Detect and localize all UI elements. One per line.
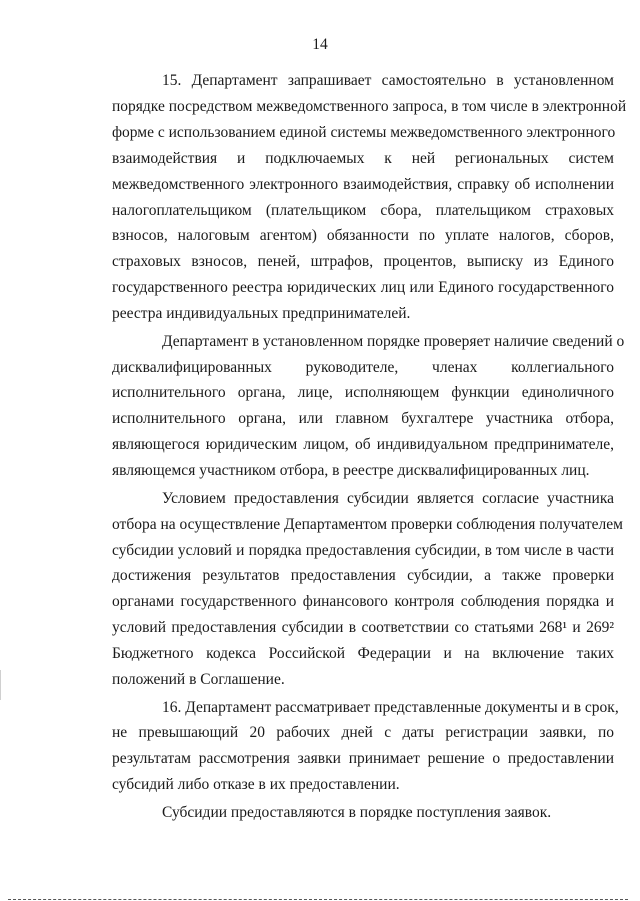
text-line: Департамент в установленном порядке проверяет наличие сведений о: [162, 332, 625, 350]
text-line: форме с использованием единой системы межведомственного электронного: [112, 123, 616, 141]
text-line: порядке посредством межведомственного запроса, в том числе в электронной: [112, 97, 627, 115]
paragraph-disqualified-check: [112, 329, 625, 484]
text-line: взносов, налоговым агентом) обязанности по уплате налогов, сборов,: [112, 227, 614, 245]
text-line: взаимодействия и подключаемых к ней региональных систем: [112, 149, 614, 167]
text-line: положений в Соглашение.: [112, 671, 285, 689]
text-line: 16. Департамент рассматривает представленные документы и в срок,: [162, 698, 619, 716]
text-line: субсидий либо отказе в их предоставлении.: [112, 776, 400, 794]
text-line: субсидии условий и порядка предоставления субсидии, в том числе в части: [112, 541, 614, 559]
text-line: результатам рассмотрения заявки принимает решение о предоставлении: [112, 750, 614, 768]
text-line: являющегося юридическим лицом, об индивидуальном предпринимателе,: [112, 436, 614, 454]
text-line: органами государственного финансового контроля соблюдения порядка и: [112, 593, 614, 611]
text-line: отбора на осуществление Департаментом проверки соблюдения получателем: [112, 515, 623, 533]
text-line: исполнительного органа, или главном бухгалтере участника отбора,: [112, 410, 614, 428]
text-line: межведомственного электронного взаимодействия, справку об исполнении: [112, 175, 614, 193]
page-number: 14: [312, 36, 328, 53]
paragraph-order-of-provision: [112, 800, 614, 826]
scan-margin-mark: [0, 670, 1, 700]
text-line: достижения результатов предоставления субсидии, а также проверки: [112, 567, 614, 585]
text-line: являющемся участником отбора, в реестре дисквалифицированных лиц.: [112, 462, 590, 480]
text-line: налогоплательщиком (плательщиком сбора, плательщиком страховых: [112, 201, 614, 219]
text-line: страховых взносов, пеней, штрафов, процентов, выписку из Единого: [112, 253, 614, 271]
text-line: реестра индивидуальных предпринимателей.: [112, 305, 411, 323]
text-line: Бюджетного кодекса Российской Федерации и на включение таких: [112, 645, 614, 663]
text-line: Субсидии предоставляются в порядке поступления заявок.: [162, 803, 552, 821]
text-line: дисквалифицированных руководителе, членах коллегиального: [112, 358, 614, 376]
text-line: 15. Департамент запрашивает самостоятельно в установленном: [162, 72, 614, 89]
document-body: [112, 68, 627, 827]
text-line: исполнительного органа, лице, исполняющем функции единоличного: [112, 384, 614, 402]
paragraph-subsidy-condition: [112, 486, 623, 693]
paragraph-16: [112, 695, 619, 799]
text-line: государственного реестра юридических лиц или Единого государственного: [112, 279, 614, 297]
paragraph-15: [112, 68, 627, 327]
text-line: не превышающий 20 рабочих дней с даты регистрации заявки, по: [112, 724, 614, 742]
text-line: Условием предоставления субсидии является согласие участника: [162, 489, 614, 507]
text-line: условий предоставления субсидии в соответствии со статьями 268¹ и 269²: [112, 619, 614, 637]
